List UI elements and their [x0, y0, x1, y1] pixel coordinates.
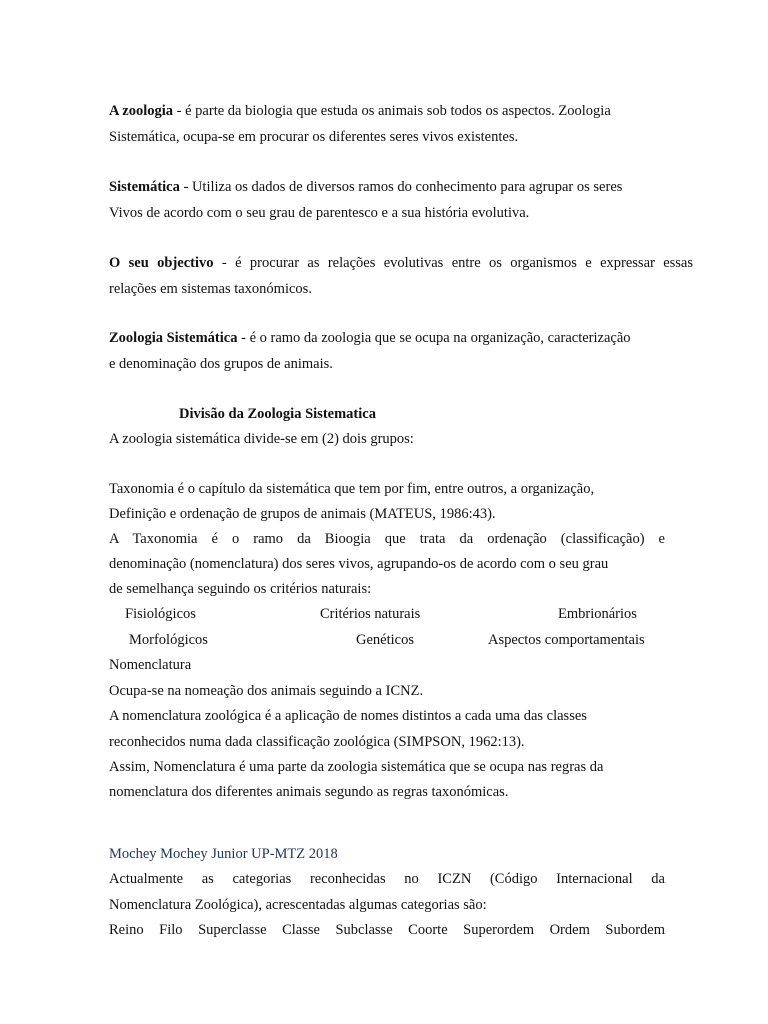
division-intro: A zoologia sistemática divide-se em (2) dois grupos:: [109, 431, 414, 447]
section-title: Divisão da Zoologia Sistematica: [179, 406, 376, 422]
p3-line2: relações em sistemas taxonómicos.: [109, 281, 312, 297]
taxonomy-line1: Taxonomia é o capítulo da sistemática que tem por fim, entre outros, a organização,: [109, 481, 595, 497]
nomenclature-line4: Assim, Nomenclatura é uma parte da zoologia sistemática que se ocupa nas regras da: [109, 759, 604, 775]
taxonomy-line3: A Taxonomia é o ramo da Bioogia que trata da ordenação (classificação) e: [109, 531, 665, 547]
iczn-line1: Actualmente as categorias reconhecidas no ICZN (Código Internacional da: [109, 871, 665, 887]
nomenclature-line1: Ocupa-se na nomeação dos animais seguindo a ICNZ.: [109, 683, 424, 699]
author-line: Mochey Mochey Junior UP-MTZ 2018: [109, 846, 338, 862]
criteria-morfologicos: Morfológicos: [129, 632, 208, 648]
criteria-heading: Critérios naturais: [320, 606, 421, 622]
p4-line2: e denominação dos grupos de animais.: [109, 356, 333, 372]
p2-line2: Vivos de acordo com o seu grau de parentesco e a sua história evolutiva.: [109, 205, 530, 221]
iczn-line2: Nomenclatura Zoológica), acrescentadas algumas categorias são:: [109, 897, 487, 913]
p3-line1: O seu objectivo - é procurar as relações evolutivas entre os organismos e expressar essas: [109, 255, 694, 271]
nomenclature-line2: A nomenclatura zoológica é a aplicação de nomes distintos a cada uma das classes: [109, 708, 587, 724]
term-objectivo: O seu objectivo: [109, 255, 214, 271]
taxonomy-line4: denominação (nomenclatura) dos seres vivos, agrupando-os de acordo com o seu grau: [109, 556, 609, 572]
criteria-comportamentais: Aspectos comportamentais: [488, 632, 645, 648]
p1-line2: Sistemática, ocupa-se em procurar os diferentes seres vivos existentes.: [109, 129, 519, 145]
criteria-geneticos: Genéticos: [356, 632, 414, 648]
p2-line1: Sistemática - Utiliza os dados de diversos ramos do conhecimento para agrupar os seres: [109, 179, 623, 195]
criteria-fisiologicos: Fisiológicos: [125, 606, 196, 622]
nomenclature-heading: Nomenclatura: [109, 657, 192, 673]
criteria-embrionarios: Embrionários: [558, 606, 637, 622]
p4-line1: Zoologia Sistemática - é o ramo da zoologia que se ocupa na organização, caracterização: [109, 330, 631, 346]
nomenclature-line5: nomenclatura dos diferentes animais segundo as regras taxonómicas.: [109, 784, 509, 800]
iczn-line3: Reino Filo Superclasse Classe Subclasse Coorte Superordem Ordem Subordem: [109, 922, 665, 938]
taxonomy-line2: Definição e ordenação de grupos de animais (MATEUS, 1986:43).: [109, 506, 496, 522]
nomenclature-line3: reconhecidos numa dada classificação zoológica (SIMPSON, 1962:13).: [109, 734, 525, 750]
term-sistematica: Sistemática: [109, 179, 180, 195]
p1-line1: A zoologia - é parte da biologia que estuda os animais sob todos os aspectos. Zoologia: [109, 103, 611, 119]
taxonomy-line5: de semelhança seguindo os critérios naturais:: [109, 581, 372, 597]
term-zoologia-sistematica: Zoologia Sistemática: [109, 330, 238, 346]
term-zoologia: A zoologia: [109, 103, 174, 119]
